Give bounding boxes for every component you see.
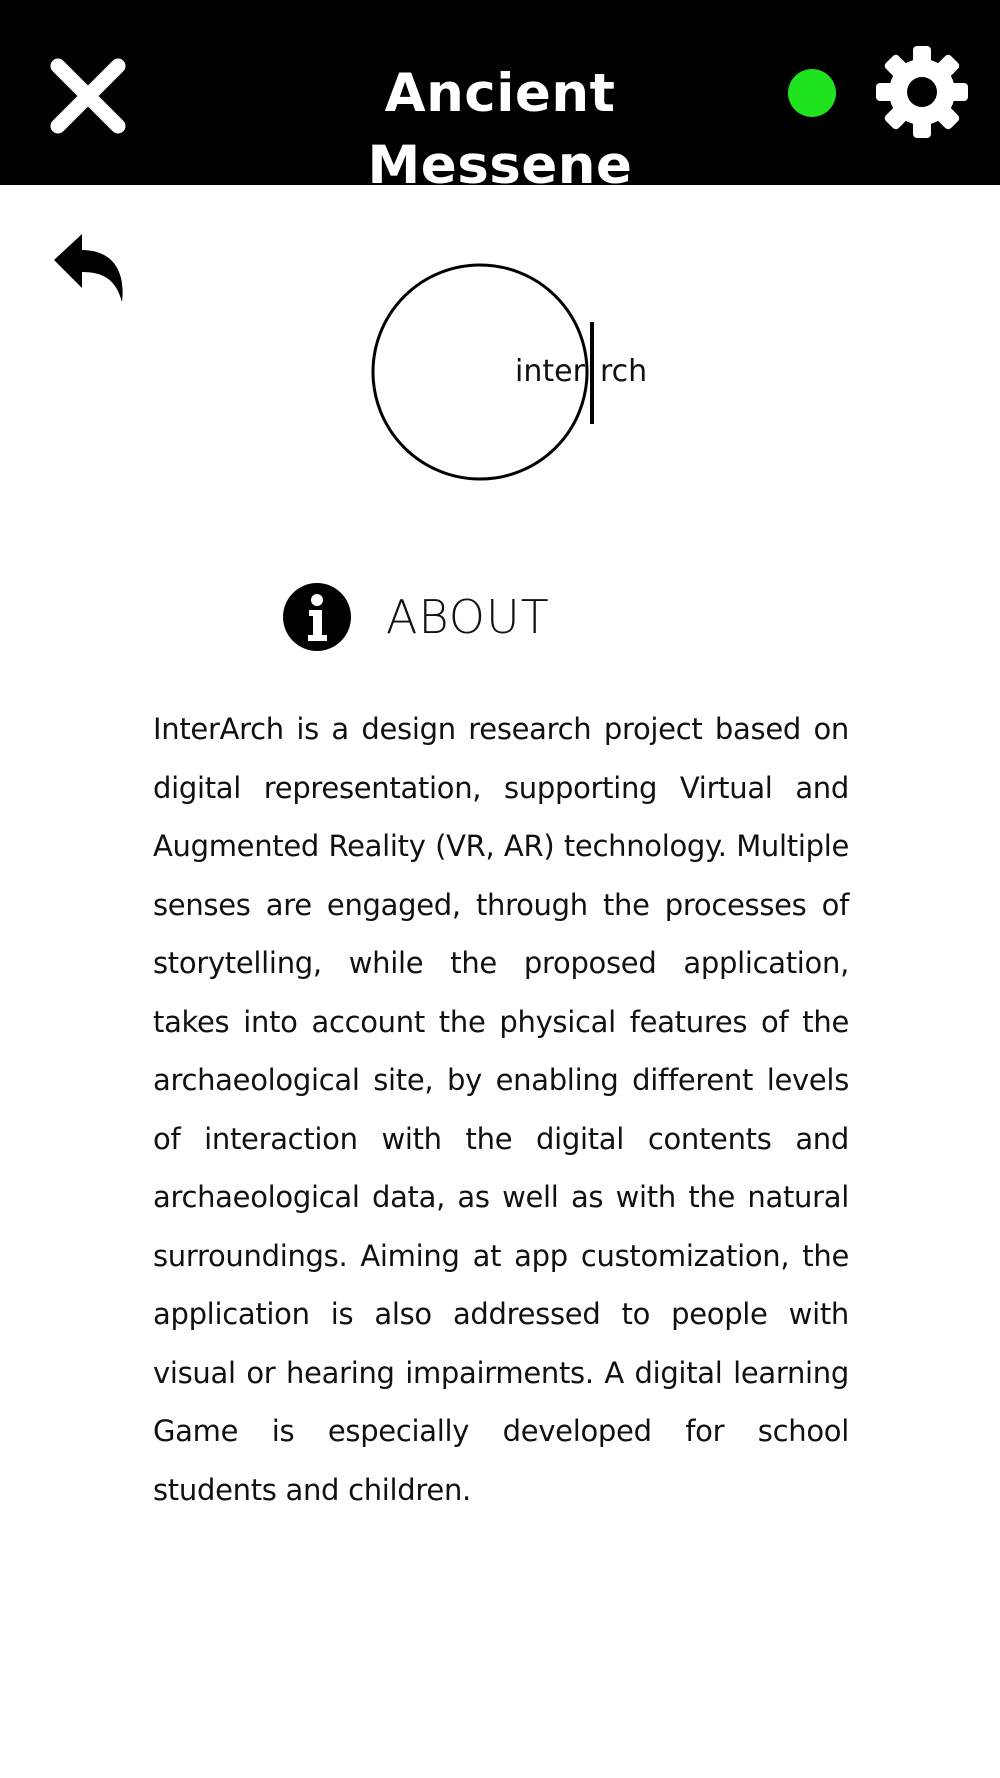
back-arrow-icon	[52, 230, 132, 310]
about-title: ABOUT	[386, 590, 550, 644]
gear-icon	[872, 42, 972, 142]
page-title: Ancient Messene	[367, 63, 633, 196]
interarch-logo	[360, 262, 660, 492]
about-description: InterArch is a design research project based on digital representation, supporting Virtual and Augmented Reality (VR, AR) technology. Multiple senses are engaged, through the processes of storytelling, while the proposed application, takes into account the physical features of the archaeological site, by enabling different levels of interaction with the digital contents and archaeological data, as well as with the natural surroundings. Aiming at app customization, the application is also addressed to people with visual or hearing impairments. A digital learning Game is especially developed for school students and children.	[153, 712, 849, 1507]
back-button[interactable]	[52, 230, 132, 310]
status-indicator	[788, 69, 836, 117]
logo-text-rch: rch	[600, 354, 648, 389]
about-heading	[282, 582, 550, 652]
close-icon	[48, 56, 128, 136]
top-bar	[0, 0, 1000, 196]
info-icon	[282, 582, 352, 652]
settings-button[interactable]	[872, 42, 972, 142]
logo-text-inter: inter	[515, 354, 585, 389]
close-button[interactable]	[48, 56, 128, 136]
